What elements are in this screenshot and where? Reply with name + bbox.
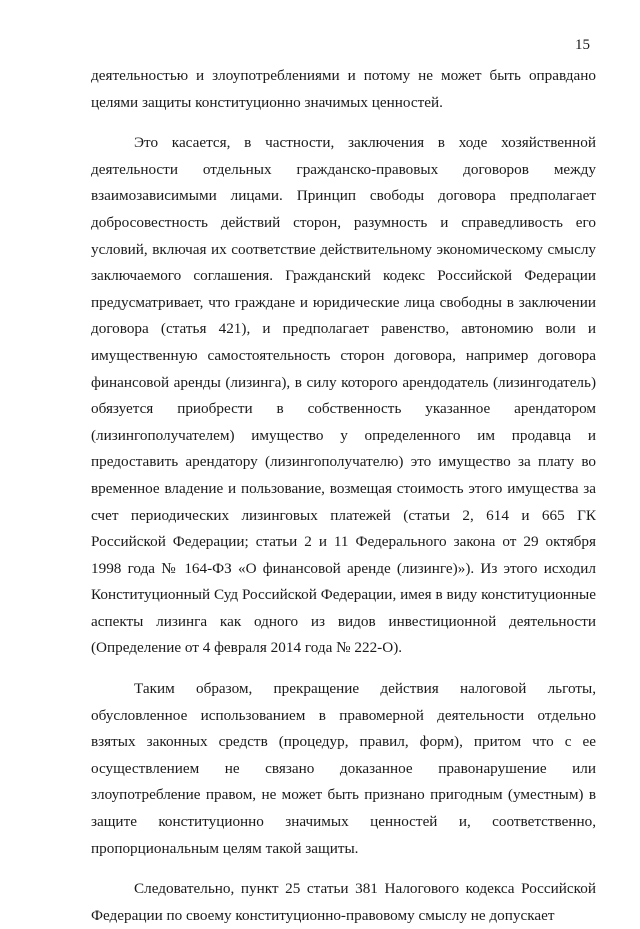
page-number: 15: [575, 37, 590, 53]
paragraph-continuation: деятельностью и злоупотреблениями и потому не может быть оправдано целями защиты конституционно значимых ценностей.: [91, 67, 596, 111]
document-body: [91, 63, 596, 929]
paragraph-conclusion: Следовательно, пункт 25 статьи 381 Налогового кодекса Российской Федерации по своему конституционно-правовому смыслу не допускает: [91, 880, 596, 924]
paragraph-contract-freedom: Это касается, в частности, заключения в ходе хозяйственной деятельности отдельных гражданско-правовых договоров между взаимозависимыми лицами. Принцип свободы договора предполагает добросовестность действий сторон, разумность и справедливость его условий, включая их соответствие действительному экономическому смыслу заключаемого соглашения. Гражданский кодекс Российской Федерации предусматривает, что граждане и юридические лица свободны в заключении договора (статья 421), и предполагает равенство, автономию воли и имущественную самостоятельность сторон договора, например договора финансовой аренды (лизинга), в силу которого арендодатель (лизингодатель) обязуется приобрести в собственность указанное арендатором (лизингополучателем) имущество у определенного им продавца и предоставить арендатору (лизингополучателю) это имущество за плату во временное владение и пользование, возмещая стоимость этого имущества за счет периодических лизинговых платежей (статьи 2, 614 и 665 ГК Российской Федерации; статьи 2 и 11 Федерального закона от 29 октября 1998 года № 164-ФЗ «О финансовой аренде (лизинге)»). Из этого исходил Конституционный Суд Российской Федерации, имея в виду конституционные аспекты лизинга как одного из видов инвестиционной деятельности (Определение от 4 февраля 2014 года № 222-О).: [91, 134, 596, 657]
paragraph-tax-benefit: Таким образом, прекращение действия налоговой льготы, обусловленное использованием в правомерной деятельности отдельно взятых законных средств (процедур, правил, форм), притом что с ее осуществлением не связано доказанное правонарушение или злоупотребление правом, не может быть признано пригодным (уместным) в защите конституционно значимых ценностей и, соответственно, пропорциональным целям такой защиты.: [91, 680, 596, 857]
